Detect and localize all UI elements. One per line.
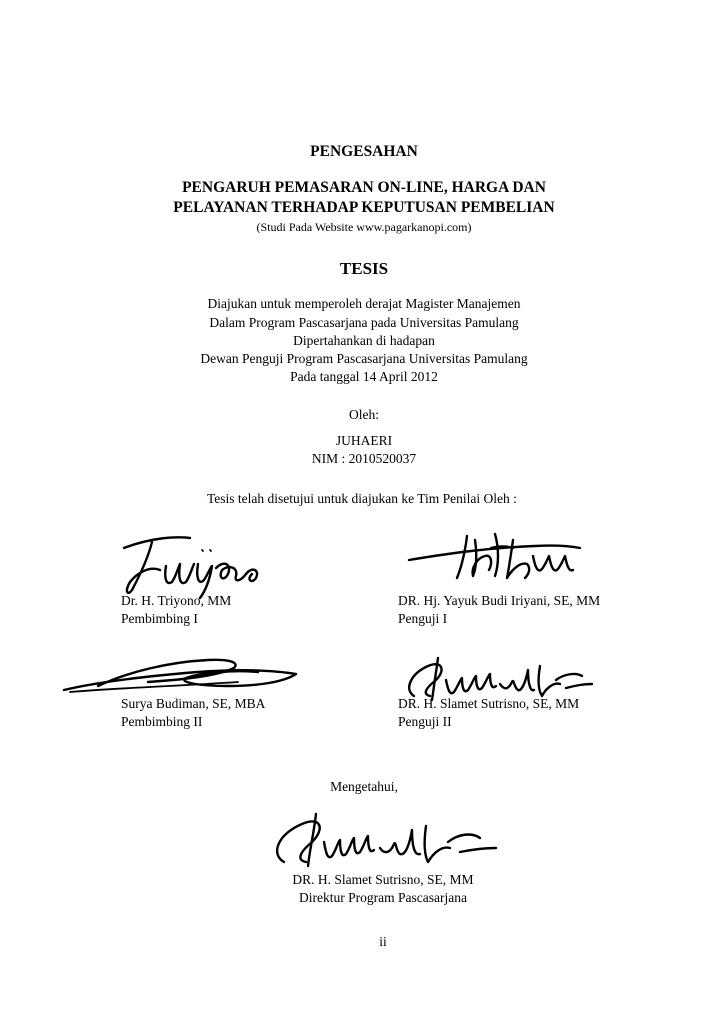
signatory-3-role: Pembimbing II — [121, 714, 203, 729]
purpose-line-2: Dalam Program Pascasarjana pada Universitas Pamulang — [209, 315, 519, 330]
author-nim: NIM : 2010520037 — [311, 451, 417, 466]
thesis-subtitle: (Studi Pada Website www.pagarkanopi.com) — [256, 220, 472, 234]
thesis-title-line-1: PENGARUH PEMASARAN ON-LINE, HARGA DAN — [182, 179, 546, 196]
signature-triyono — [120, 530, 290, 600]
signatory-2-role: Penguji I — [398, 611, 448, 626]
acknowledge-role: Direktur Program Pascasarjana — [299, 890, 467, 905]
acknowledge-label: Mengetahui, — [330, 779, 398, 794]
signatory-4-role: Penguji II — [398, 714, 452, 729]
purpose-line-1: Diajukan untuk memperoleh derajat Magister Manajemen — [207, 296, 521, 311]
signatory-1-name: Dr. H. Triyono, MM — [121, 593, 232, 608]
by-label: Oleh: — [349, 407, 379, 422]
signature-yayuk — [405, 526, 595, 586]
signatory-2-name: DR. Hj. Yayuk Budi Iriyani, SE, MM — [398, 593, 601, 608]
signature-slamet-director — [262, 808, 502, 878]
document-type: TESIS — [339, 259, 389, 278]
signature-surya — [58, 652, 308, 702]
approval-text: Tesis telah disetujui untuk diajukan ke Tim Penilai Oleh : — [207, 491, 517, 506]
purpose-line-5: Pada tanggal 14 April 2012 — [290, 369, 438, 384]
thesis-title-line-2: PELAYANAN TERHADAP KEPUTUSAN PEMBELIAN — [173, 199, 555, 216]
purpose-line-4: Dewan Penguji Program Pascasarjana Universitas Pamulang — [200, 351, 528, 366]
author-name: JUHAERI — [335, 433, 393, 448]
signatory-3-name: Surya Budiman, SE, MBA — [121, 696, 266, 711]
signatory-1-role: Pembimbing I — [121, 611, 198, 626]
purpose-line-3: Dipertahankan di hadapan — [293, 333, 435, 348]
acknowledge-name: DR. H. Slamet Sutrisno, SE, MM — [292, 872, 474, 887]
page-number: ii — [379, 934, 387, 949]
page-heading: PENGESAHAN — [310, 143, 418, 160]
signatory-4-name: DR. H. Slamet Sutrisno, SE, MM — [398, 696, 580, 711]
